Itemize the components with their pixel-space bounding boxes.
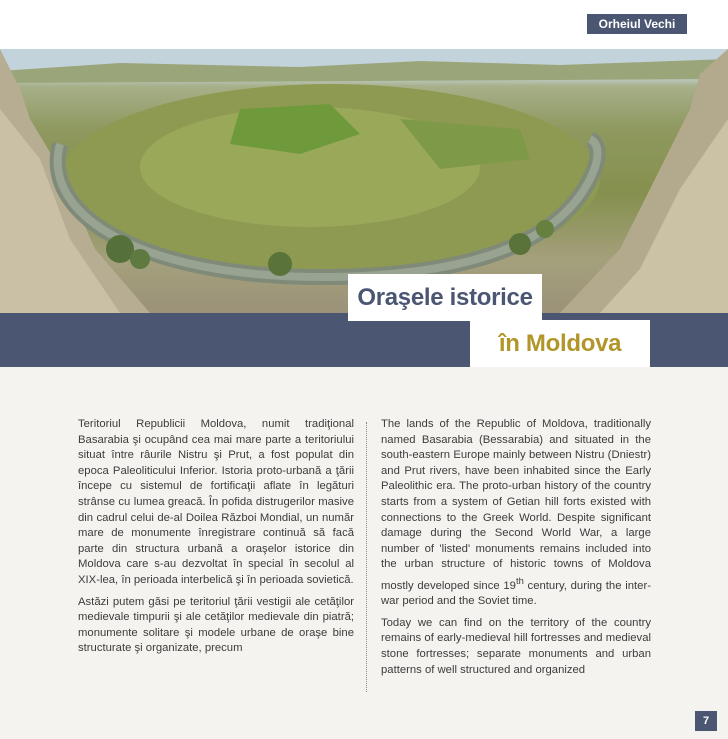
romanian-paragraph-1: Teritoriul Republicii Moldova, numit tradiţional Basarabia şi ocupând cea mai mare parte a teritoriului situat între râurile Nistru şi Prut, a fost populat din epoca Paleoliticului Inferior. Istoria proto-urbană a ţării începe cu sistemul de fortificaţii aflate în legături strânse cu lumea greacă. În pofida distrugerilor masive din cadrul celui de-al Doilea Război Mondial, un număr mare de monumente înregistrare continuă să facă parte din structura urbană a oraşelor istorice din Moldova care s-au dezvoltat în special în secolul al XIX-lea, în perioada interbelică şi în perioada sovietică. — [78, 418, 354, 586]
romanian-paragraph-2: Astăzi putem găsi pe teritoriul ţării vestigii ale cetăţilor medievale timpurii şi ale cetăţilor medievale din piatră; monumente solitare şi modele urbane de oraşe bine structurate şi organizate, precum — [78, 595, 354, 655]
title-box-secondary — [470, 320, 650, 367]
section-tag: Orheiul Vechi — [587, 14, 687, 34]
romanian-text-column — [78, 417, 354, 663]
english-paragraph-1: The lands of the Republic of Moldova, traditionally named Basarabia (Bessarabia) and situated in the south-eastern Europe mainly between Nistru (Dniestr) and Prut rivers, have been inhabited since the Early Paleolithic era. The proto-urban history of the country starts from a system of Getian hill forts existed with connections to the Greek World. Despite significant damage during the Second World War, a large number of 'listed' monuments remains included into the urban structure of historic towns of Moldova mostly developed since 19th century, during the inter-war period and the Soviet time. — [381, 418, 651, 608]
page-number: 7 — [695, 711, 717, 731]
page-title: Oraşele istorice — [357, 283, 533, 311]
title-box-primary — [348, 274, 542, 321]
english-text-column — [381, 417, 651, 684]
page-subtitle: în Moldova — [498, 329, 622, 357]
top-bar — [0, 0, 728, 49]
column-divider — [366, 422, 367, 692]
superscript-th: th — [515, 574, 524, 586]
english-paragraph-2: Today we can find on the territory of the country remains of early-medieval hill fortresses and medieval stone fortresses; separate monuments and urban patterns of well structured and organized — [381, 616, 651, 676]
